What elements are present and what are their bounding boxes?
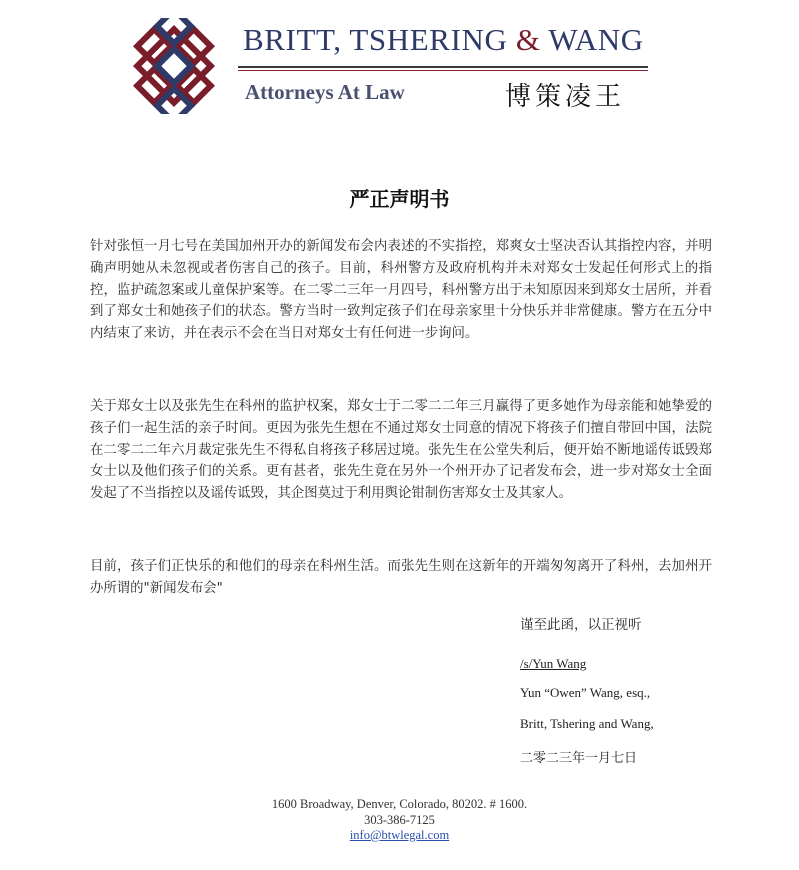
paragraph-2: 关于郑女士以及张先生在科州的监护权案，郑女士于二零二二年三月赢得了更多她作为母亲能和她挚爱的孩子们一起生活的亲子时间。更因为张先生想在不通过郑女士同意的情况下将孩子们擅自带回中国，法院在二零二二年六月裁定张先生不得私自将孩子移居过境。张先生在公堂失利后，便开始不断地谣传诋毁郑女士以及他们孩子们的关系。更有甚者，张先生竟在另外一个州开办了记者发布会，进一步对郑女士全面发起了不当指控以及谣传诋毁，其企图莫过于利用舆论钳制伤害郑女士及其家人。 <box>90 399 712 502</box>
signer-firm: Britt, Tshering and Wang, <box>520 716 654 731</box>
firm-chinese-name: 博策凌王 <box>505 82 626 112</box>
paragraph-1: 针对张恒一月七号在美国加州开办的新闻发布会内表述的不实指控，郑爽女士坚决否认其指控内容，并明确声明她从未忽视或者伤害自己的孩子。目前，科州警方及政府机构并未对郑女士发起任何形式上的指控，监护疏忽案或儿童保护案等。在二零二三年一月四号，科州警方出于未知原因来到郑女士居所，并看到了郑女士和她孩子们的状态。警方当时一致判定孩子们在母亲家里十分快乐并非常健康。警方在五分中内结束了来访，并在表示不会在当日对郑女士有任何进一步询问。 <box>90 239 712 342</box>
document-title: 严正声明书 <box>349 187 450 211</box>
letterhead-rule <box>238 66 648 68</box>
signature-line: /s/Yun Wang <box>520 656 587 671</box>
footer-phone: 303-386-7125 <box>364 813 435 827</box>
footer-address: 1600 Broadway, Denver, Colorado, 80202. # 1600. <box>271 797 528 811</box>
footer-email-link[interactable]: info@btwlegal.com <box>349 828 450 842</box>
firm-name: BRITT, TSHERING & WANG <box>243 22 644 57</box>
firm-tagline: Attorneys At Law <box>245 80 405 104</box>
letterhead-rule-accent <box>238 70 648 71</box>
paragraph-3: 目前，孩子们正快乐的和他们的母亲在科州生活。而张先生则在这新年的开端匆匆离开了科州，去加州开办所谓的"新闻发布会" <box>90 559 712 596</box>
signer-name: Yun “Owen” Wang, esq., <box>520 685 651 700</box>
signature-date: 二零二三年一月七日 <box>520 751 638 766</box>
endless-knot-logo <box>110 18 238 114</box>
signature-closing: 谨至此函，以正视听 <box>520 617 642 633</box>
